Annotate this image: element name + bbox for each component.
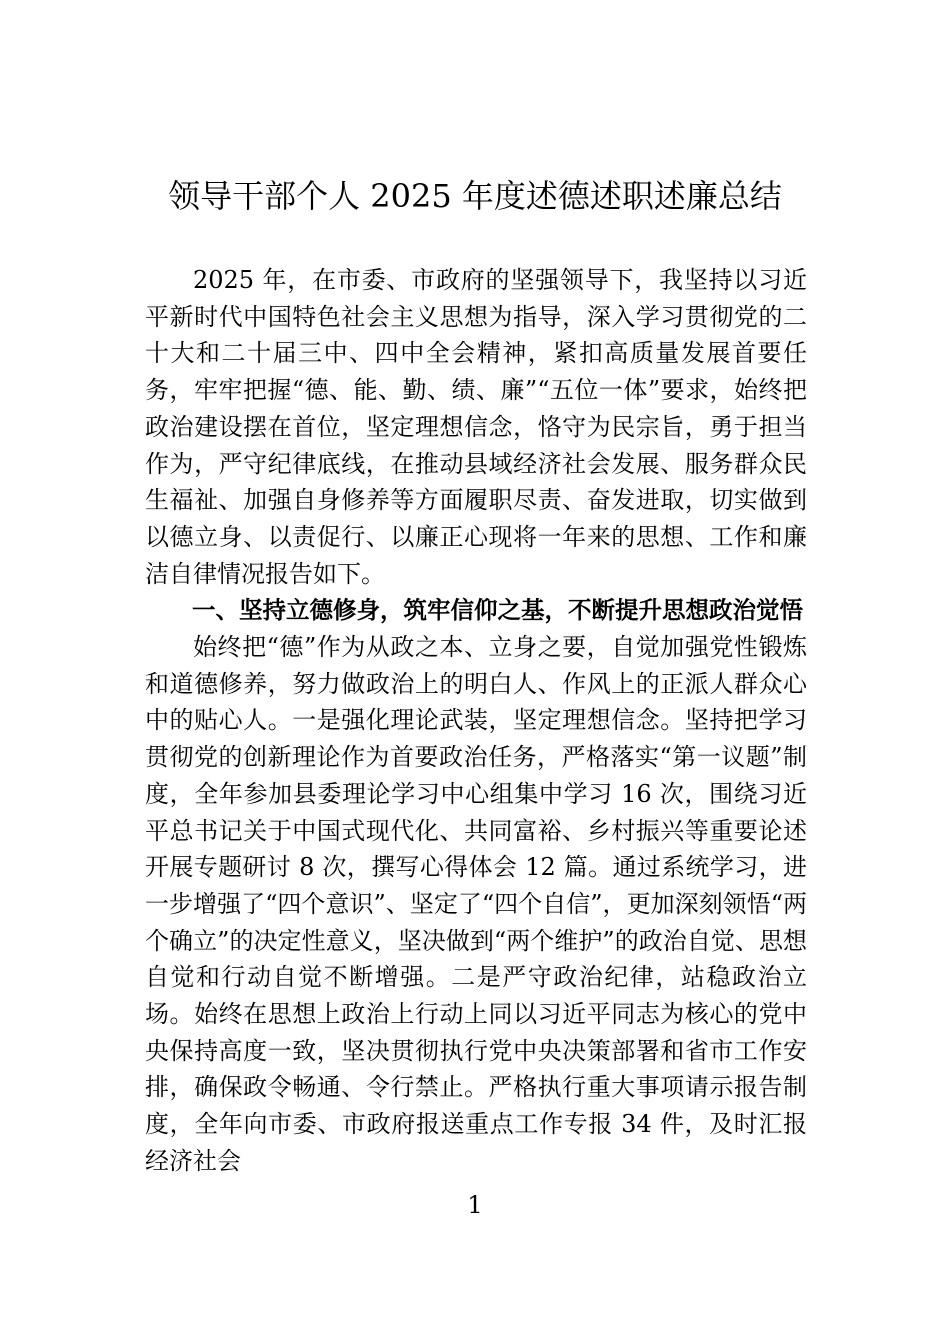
page-number: 1 bbox=[467, 1191, 483, 1219]
section-heading: 一、坚持立德修身，筑牢信仰之基，不断提升思想政治觉悟 bbox=[192, 596, 803, 625]
document-body bbox=[145, 262, 807, 1180]
intro-paragraph: 2025 年，在市委、市政府的坚强领导下，我坚持以习近平新时代中国特色社会主义思想为指导，深入学习贯彻党的二十大和二十届三中、四中全会精神，紧扣高质量发展首要任务，牢牢把握“德、能、勤、绩、廉”“五位一体”要求，始终把政治建设摆在首位，坚定理想信念，恪守为民宗旨，勇于担当作为，严守纪律底线，在推动县域经济社会发展、服务群众民生福祉、加强自身修养等方面履职尽责、奋发进取，切实做到以德立身、以责促行、以廉正心现将一年来的思想、工作和廉洁自律情况报告如下。 bbox=[145, 266, 807, 588]
document-title: 领导干部个人 2025 年度述德述职述廉总结 bbox=[168, 177, 782, 215]
section-paragraph: 始终把“德”作为从政之本、立身之要，自觉加强党性锻炼和道德修养，努力做政治上的明白人、作风上的正派人群众心中的贴心人。一是强化理论武装，坚定理想信念。坚持把学习贯彻党的创新理论作为首要政治任务，严格落实“第一议题”制度，全年参加县委理论学习中心组集中学习 16 次，围绕习近平总书记关于中国式现代化、共同富裕、乡村振兴等重要论述开展专题研讨 8 次，撰写心得体会 12 篇。通过系统学习，进一步增强了“四个意识”、坚定了“四个自信”，更加深刻领悟“两个确立”的决定性意义，坚决做到“两个维护”的政治自觉、思想自觉和行动自觉不断增强。二是严守政治纪律，站稳政治立场。始终在思想上政治上行动上同以习近平同志为核心的党中央保持高度一致，坚决贯彻执行党中央决策部署和省市工作安排，确保政令畅通、令行禁止。严格执行重大事项请示报告制度，全年向市委、市政府报送重点工作专报 34 件，及时汇报经济社会 bbox=[145, 633, 807, 1175]
